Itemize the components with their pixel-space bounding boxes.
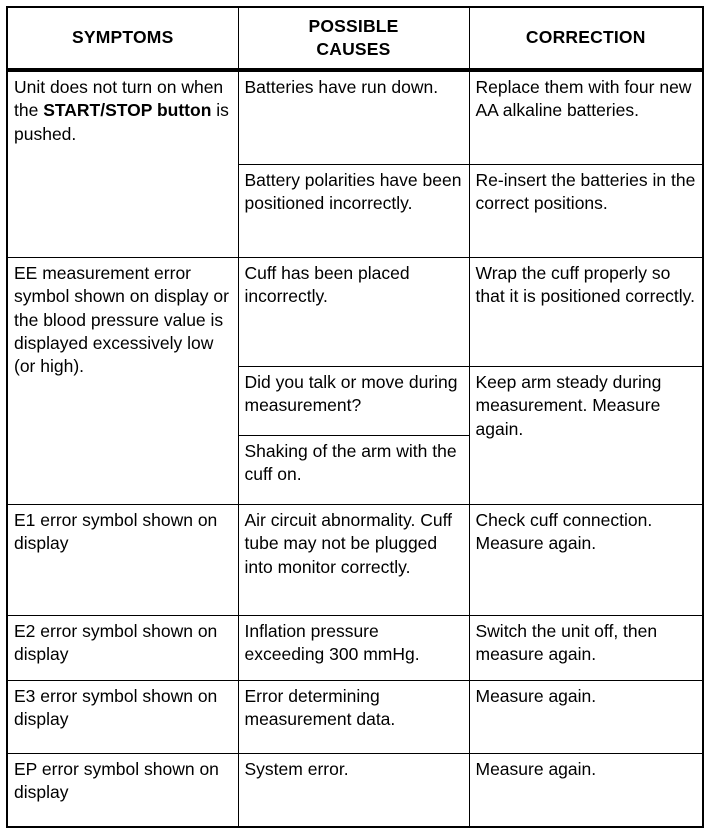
table-row [7, 505, 703, 616]
cause-cell: Batteries have run down. [238, 70, 469, 165]
column-header-possible-causes-line2: CAUSES [316, 39, 391, 59]
cause-cell: System error. [238, 754, 469, 828]
symptom-cell-ee-error: EE measurement error symbol shown on display or the blood pressure value is displayed excessively low (or high). [7, 258, 238, 505]
table-header [7, 7, 703, 70]
table-row [7, 258, 703, 367]
correction-cell: Measure again. [469, 681, 703, 754]
cause-cell: Shaking of the arm with the cuff on. [238, 436, 469, 505]
correction-cell: Check cuff connection. Measure again. [469, 505, 703, 616]
table-row [7, 616, 703, 681]
correction-cell: Switch the unit off, then measure again. [469, 616, 703, 681]
table-body [7, 70, 703, 827]
correction-cell: Measure again. [469, 754, 703, 828]
symptom-cell-start-stop [7, 70, 238, 258]
column-header-symptoms: SYMPTOMS [7, 7, 238, 70]
correction-cell: Keep arm steady during measurement. Measure again. [469, 367, 703, 505]
symptom-cell-e2-error: E2 error symbol shown on display [7, 616, 238, 681]
table-row [7, 70, 703, 165]
column-header-possible-causes [238, 7, 469, 70]
table-row [7, 681, 703, 754]
troubleshooting-table [6, 6, 704, 828]
symptom-text-prefix: Unit does not turn on when the [14, 77, 224, 121]
cause-cell: Did you talk or move during measurement? [238, 367, 469, 436]
symptom-cell-e3-error: E3 error symbol shown on display [7, 681, 238, 754]
table-row [7, 754, 703, 828]
correction-cell: Wrap the cuff properly so that it is positioned correctly. [469, 258, 703, 367]
symptom-text-bold: START/STOP button [43, 100, 212, 121]
cause-cell: Air circuit abnormality. Cuff tube may not be plugged into monitor correctly. [238, 505, 469, 616]
symptom-text-suffix: is pushed. [14, 100, 229, 144]
correction-cell: Re-insert the batteries in the correct positions. [469, 165, 703, 258]
cause-cell: Inflation pressure exceeding 300 mmHg. [238, 616, 469, 681]
symptom-cell-ep-error: EP error symbol shown on display [7, 754, 238, 828]
cause-cell: Cuff has been placed incorrectly. [238, 258, 469, 367]
header-row [7, 7, 703, 70]
column-header-correction: CORRECTION [469, 7, 703, 70]
cause-cell: Error determining measurement data. [238, 681, 469, 754]
column-header-possible-causes-line1: POSSIBLE [308, 15, 399, 36]
cause-cell: Battery polarities have been positioned incorrectly. [238, 165, 469, 258]
symptom-cell-e1-error: E1 error symbol shown on display [7, 505, 238, 616]
correction-cell: Replace them with four new AA alkaline batteries. [469, 70, 703, 165]
